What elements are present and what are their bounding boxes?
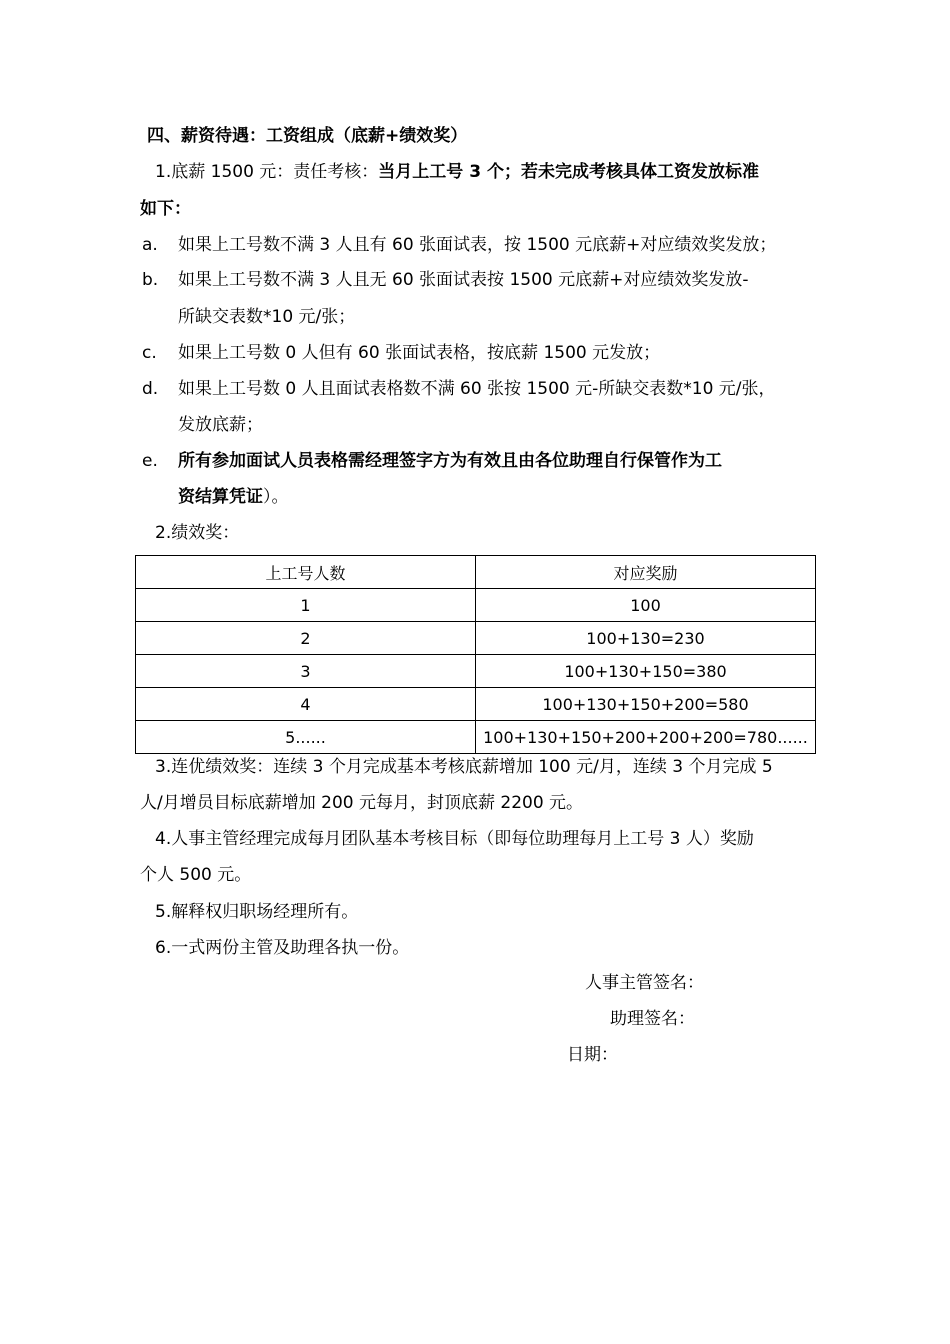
p5-text: 5.解释权归职场经理所有。 <box>155 902 359 922</box>
section-title <box>147 124 467 148</box>
item-e-text: 所有参加面试人员表格需经理签字方为有效且由各位助理自行保管作为工 <box>178 451 722 471</box>
item-b-marker: b. <box>142 270 159 290</box>
section-title-part2: 工资组成（底薪+绩效奖） <box>266 126 468 146</box>
item-e-marker: e. <box>142 451 158 471</box>
table-row <box>136 721 816 754</box>
table-header-cell: 上工号人数 <box>136 556 476 589</box>
item-d-marker: d. <box>142 379 159 399</box>
item-c-text: 如果上工号数 0 人但有 60 张面试表格，按底薪 1500 元发放； <box>178 343 661 363</box>
base-salary-text: 1.底薪 1500 元：责任考核： <box>155 162 379 182</box>
item-d-text: 如果上工号数 0 人且面试表格数不满 60 张按 1500 元-所缺交表数*10 元/张， <box>178 379 776 399</box>
table-cell: 100 <box>476 589 816 622</box>
item-a-text: 如果上工号数不满 3 人且有 60 张面试表，按 1500 元底薪+对应绩效奖发放； <box>178 235 777 255</box>
supervisor-signature-label: 人事主管签名： <box>585 973 704 993</box>
perf-bonus-title: 2.绩效奖： <box>155 523 240 543</box>
table-cell: 4 <box>136 688 476 721</box>
p6-text: 6.一式两份主管及助理各执一份。 <box>155 938 410 958</box>
table-header-row <box>136 556 816 589</box>
table-cell: 100+130=230 <box>476 622 816 655</box>
item-e-end: ）。 <box>263 487 289 507</box>
table-cell: 100+130+150+200=580 <box>476 688 816 721</box>
table-row <box>136 655 816 688</box>
date-label: 日期： <box>567 1045 618 1065</box>
item-a-marker: a. <box>142 235 158 255</box>
p3-line2: 人/月增员目标底薪增加 200 元每月，封顶底薪 2200 元。 <box>140 793 584 813</box>
item-b-text: 如果上工号数不满 3 人且无 60 张面试表按 1500 元底薪+对应绩效奖发放- <box>178 270 749 290</box>
table-cell: 2 <box>136 622 476 655</box>
perf-bonus-table <box>135 555 816 754</box>
item-c-marker: c. <box>142 343 157 363</box>
table-cell: 3 <box>136 655 476 688</box>
table-header-cell: 对应奖励 <box>476 556 816 589</box>
table-row <box>136 688 816 721</box>
table-row <box>136 589 816 622</box>
p3-line1: 3.连优绩效奖：连续 3 个月完成基本考核底薪增加 100 元/月，连续 3 个月完成 5 <box>155 757 773 777</box>
base-salary-line <box>155 160 759 184</box>
table-cell: 100+130+150=380 <box>476 655 816 688</box>
table-cell: 5...... <box>136 721 476 754</box>
assistant-signature-label: 助理签名： <box>610 1009 695 1029</box>
item-b-text-cont: 所缺交表数*10 元/张； <box>178 307 356 327</box>
base-salary-requirement: 当月上工号 3 个；若未完成考核具体工资发放标准 <box>378 162 759 182</box>
p4-line1: 4.人事主管经理完成每月团队基本考核目标（即每位助理每月上工号 3 人）奖励 <box>155 829 754 849</box>
table-cell: 1 <box>136 589 476 622</box>
section-title-part1: 四、薪资待遇： <box>147 126 266 146</box>
item-d-text-cont: 发放底薪； <box>178 415 263 435</box>
item-e-text-cont <box>178 485 289 509</box>
base-salary-continuation: 如下： <box>140 199 191 219</box>
item-e-bold-tail: 资结算凭证 <box>178 487 263 507</box>
table-row <box>136 622 816 655</box>
table-cell: 100+130+150+200+200+200=780...... <box>476 721 816 754</box>
p4-line2: 个人 500 元。 <box>140 865 252 885</box>
